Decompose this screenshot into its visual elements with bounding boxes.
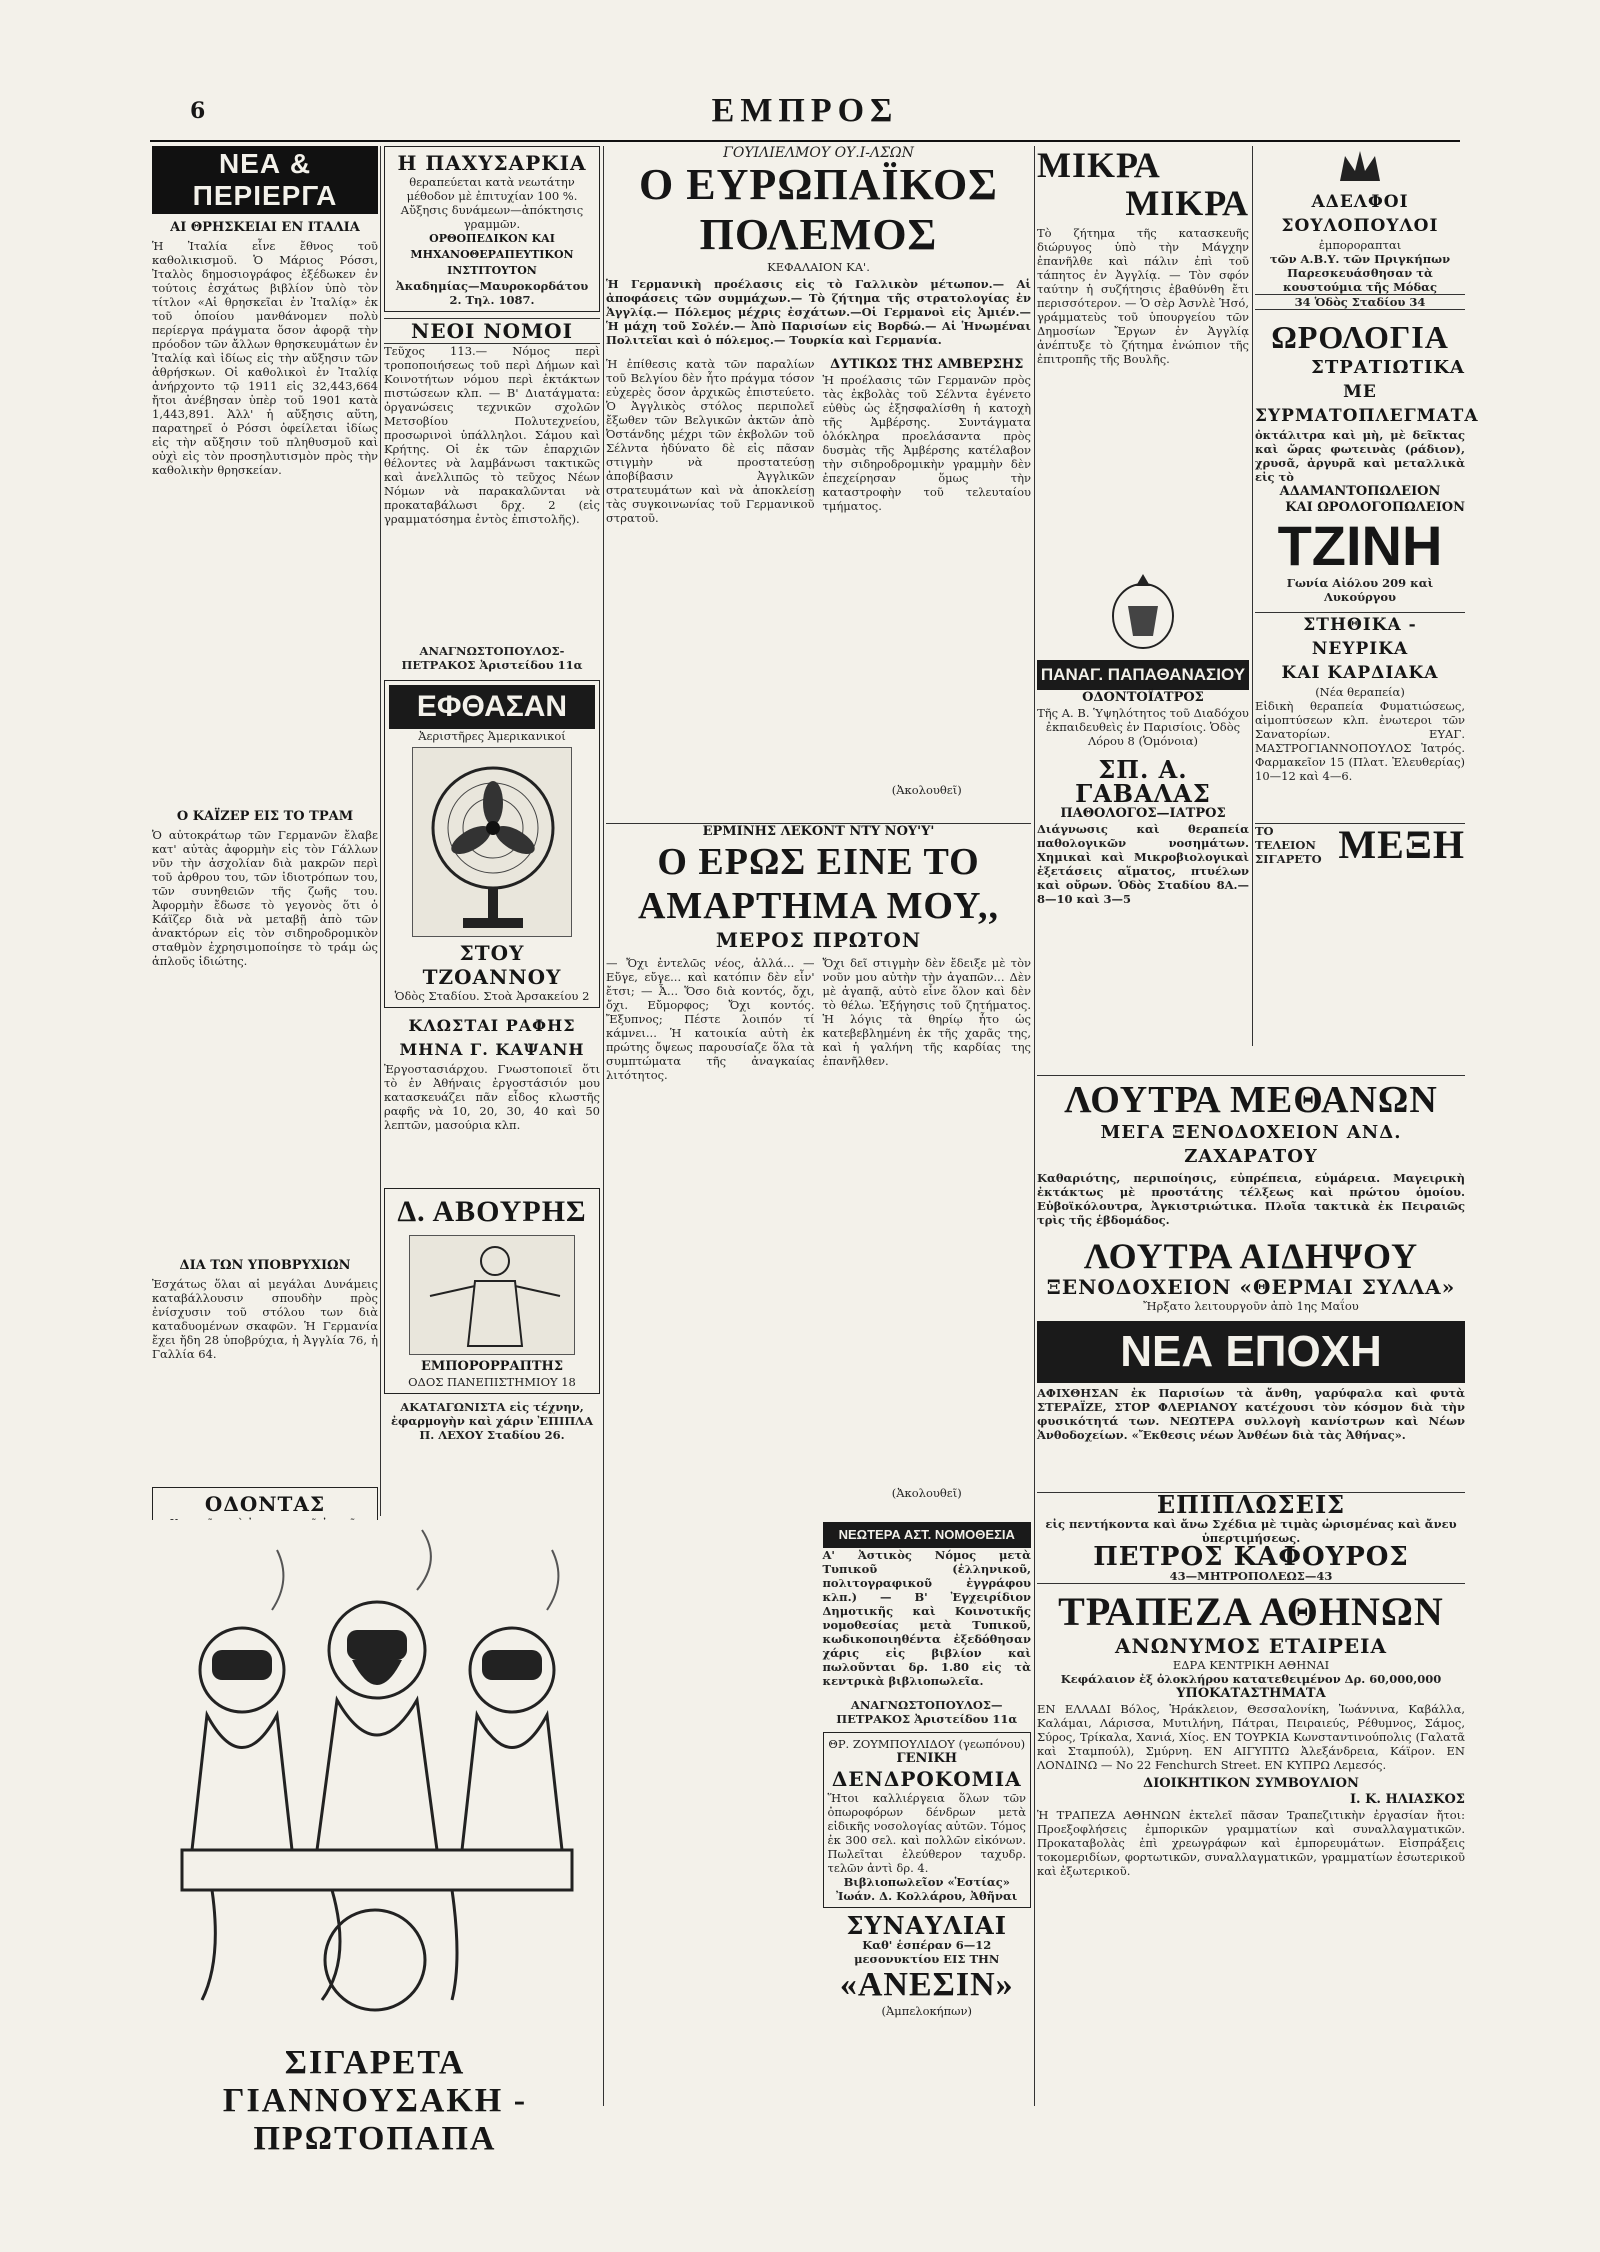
legal-sign: ΑΝΑΓΝΩΣΤΟΠΟΥΛΟΣ—ΠΕΤΡΑΚΟΣ Ἀριστείδου 11α (836, 1698, 1018, 1726)
article-title: Ο ΚΑΪΖΕΡ ΕΙΣ ΤΟ ΤΡΑΜ (176, 809, 354, 824)
section-rule (1037, 1075, 1465, 1076)
lower-feature (606, 1522, 1031, 2018)
watch-text: ὀκτάλιτρα καὶ μὴ, μὲ δεῖκτας καὶ ὥρας φωτεινὰς (ράδιον), χρυσᾶ, ἀργυρᾶ καὶ μεταλλικὰ εἰς τὸ (1255, 428, 1465, 484)
furniture-address: 43—ΜΗΤΡΟΠΟΛΕΩΣ—43 (1037, 1569, 1465, 1584)
ad-text: θεραπεύεται κατὰ νεωτάτην μέθοδον μὲ ἐπιτυχίαν 100 %. Αὔξησις δυνάμεων—ἀπόκτησις γραμμῶν. (400, 175, 584, 231)
novel-part: ΜΕΡΟΣ ΠΡΩΤΟΝ (715, 928, 922, 952)
column-rule (603, 146, 604, 2106)
bath1-text: Καθαριότης, περιποίησις, εὐπρέπεια, εὐμάρεια. Μαγειρικὴ ἐκτάκτως μὲ προστάτης τέλξεως καὶ πρώτου ὁμοίου. Εὐβοϊκόλουτρα, Ἀγκιστριώτικα. Πλοῖα τακτικὰ ἐκ Πειραιῶς τρὶς τῆς ἑβδομάδος. (1037, 1171, 1465, 1227)
cigarette-banner (152, 1520, 598, 2157)
clinic-title: ΣΤΗΘΙΚΑ - ΝΕΥΡΙΚΑ (1303, 615, 1417, 659)
concert-place: «ΑΝΕΣΙΝ» (839, 1966, 1014, 2003)
fan-title: ΕΦΘΑΣΑΝ (389, 685, 595, 729)
novel-section (606, 823, 1031, 1516)
column-feature (606, 146, 1031, 2106)
watch-name: ΤΖΙΝΗ (1277, 514, 1443, 577)
laws-text: Τεῦχος 113.— Νόμος περὶ τροποποιήσεως τοῦ περὶ Δήμων καὶ Κοινοτήτων νόμου περὶ ἐκτάκτων πιστώσεων κλπ. — Β' Διατάγματα: ὀργανώσεις τεχνικῶν σχολῶν Μετσοβίου Πολυτεχνείου, προσωρινοὶ ὑπάλληλοι. Σάμου καὶ Κρήτης. Οἱ ἐκ τῶν ἐπαρχιῶν θέλοντες νὰ λαμβάνωσι τακτικῶς καὶ ἀνελλιπῶς τὸ τεῦχος Νέων Νόμων νὰ παρακαλῶνται νὰ προκαταβάλωσι δρχ. 2 (εἰς γραμματόσημα ἐντὸς ἐπιστολῆς). (384, 344, 600, 526)
abouris-title: Δ. ΑΒΟΥΡΗΣ (397, 1195, 587, 1228)
bath2-note: Ἤρξατο λειτουργοῦν ἀπὸ 1ης Μαΐου (1143, 1299, 1359, 1313)
bath1-subtitle: ΜΕΓΑ ΞΕΝΟΔΟΧΕΙΟΝ ΑΝΔ. ΖΑΧΑΡΑΤΟΥ (1100, 1122, 1402, 1167)
cigarette-ad (1255, 823, 1465, 866)
abouris-ad (384, 1188, 600, 1394)
column-rule (1034, 146, 1035, 2106)
fan-address: Ὁδὸς Σταδίου. Στοὰ Ἀρσακείου 2 (394, 989, 590, 1003)
abouris-address: ΟΔΟΣ ΠΑΝΕΠΙΣΤΗΜΙΟΥ 18 (408, 1375, 576, 1389)
tailor-ad (384, 1014, 600, 1182)
concert-title: ΣΥΝΑΥΛΙΑΙ (846, 1911, 1007, 1940)
watch-shop-2: ΚΑΙ ΩΡΟΛΟΓΟΠΩΛΕΙΟΝ (1285, 500, 1465, 515)
bank-branches-title: ΥΠΟΚΑΤΑΣΤΗΜΑΤΑ (1176, 1686, 1326, 1701)
bank-subtitle: ΑΝΩΝΥΜΟΣ ΕΤΑΙΡΕΙΑ (1115, 1634, 1387, 1658)
cig-text: ΤΟ ΤΕΛΕΙΟΝ ΣΙΓΑΡΕΤΟ (1255, 824, 1322, 866)
cigarette-brand: ΣΙΓΑΡΕΤΑ ΓΙΑΝΝΟΥΣΑΚΗ - ΠΡΩΤΟΠΑΠΑ (222, 2044, 528, 2157)
war-text-left: Ἡ ἐπίθεσις κατὰ τῶν παραλίων τοῦ Βελγίου δὲν ἦτο πράγμα τόσον εὐχερὲς ὅσον ἀρχικῶς ἐπιστεύετο. Ὁ Ἀγγλικὸς στόλος περιπολεῖ ἔξωθεν τῶν Βελγικῶν ἀκτῶν ἀπὸ Ὀστάνδης μέχρι τῶν ἐκβολῶν τοῦ Σέλντα ἠδύνατο δὲ εἰς πᾶσαν στιγμὴν νὰ προστατεύσῃ ἀποβίβασιν Ἀγγλικῶν στρατευμάτων καὶ νὰ ἀποκλείσῃ τὰς συγκοινωνίας τοῦ Γερμανικοῦ στρατοῦ. (606, 357, 815, 525)
novel-byline: ΕΡΜΙΝΗΣ ΛΕΚΟΝΤ ΝΤΥ ΝΟΥ'Υ' (702, 824, 935, 839)
dendro-ad (823, 1732, 1032, 1908)
dentist-text: Τῆς Α. Β. Ὑψηλότητος τοῦ Διαδόχου ἐκπαιδευθεὶς ἐν Παρισίοις. Ὁδὸς Λόρου 8 (Ὁμόνοια) (1037, 706, 1249, 748)
doctor-title: ΠΑΘΟΛΟΓΟΣ—ΙΑΤΡΟΣ (1060, 806, 1226, 821)
tailor-illustration (409, 1235, 575, 1355)
furniture-text: εἰς πεντήκοντα καὶ ἄνω Σχέδια μὲ τιμὰς ὡρισμένας καὶ ἄνευ ὑπερτιμήσεως. (1045, 1517, 1457, 1545)
fan-shop: ΣΤΟΥ ΤΖΟΑΝΝΟΥ (422, 941, 562, 989)
dendro-subtitle: ΓΕΝΙΚΗ (896, 1751, 958, 1766)
furniture-name: ΠΕΤΡΟΣ ΚΑΦΟΥΡΟΣ (1093, 1542, 1409, 1572)
war-subtitle: ΔΥΤΙΚΩΣ ΤΗΣ ΑΜΒΕΡΣΗΣ (830, 357, 1024, 372)
watch-ad (1255, 318, 1479, 604)
right-wide-ads (1037, 1075, 1465, 2110)
novel-right (823, 956, 1032, 1516)
shop-name: ΑΔΕΛΦΟΙ ΣΟΥΛΟΠΟΥΛΟΙ (1281, 192, 1439, 236)
dentist-title: ΟΔΟΝΤΟΪΑΤΡΟΣ (1082, 690, 1204, 705)
doctor-ad (1037, 755, 1249, 906)
fan-subtitle: Ἀεριστῆρες Ἀμερικανικοί (418, 729, 566, 743)
bath1-title: ΛΟΥΤΡΑ ΜΕΘΑΝΩΝ (1064, 1079, 1438, 1121)
article-title: ΑΙ ΘΡΗΣΚΕΙΑΙ ΕΝ ΙΤΑΛΙΑ (170, 220, 360, 235)
obesity-ad (384, 146, 600, 312)
bank-branches: ΕΝ ΕΛΛΑΔΙ Βόλος, Ἡράκλειον, Θεσσαλονίκη, Ἰωάννινα, Καβάλλα, Καλάμαι, Λάρισσα, Μυτιλήνη, Πάτραι, Πειραιεύς, Ρέθυμνος, Σάμος, Σύρος, Τρίκαλα, Χανιά, Χίος. ΕΝ ΤΟΥΡΚΙΑ Κωνσταντινούπολις (Γαλατᾶ καὶ Σταμπούλ), Σμύρνη. ΕΝ ΑΙΓΥΠΤΩ Ἀλεξάνδρεια, Κάϊρον. ΕΝ ΛΟΝΔΙΝΩ — No 22 Fenchurch Street. ΕΝ ΚΥΠΡΩ Λεμεσός. (1037, 1702, 1465, 1772)
article-body: Ἡ Ἰταλία εἶνε ἔθνος τοῦ καθολικισμοῦ. Ὁ Μάριος Ρόσσι, Ἰταλὸς δημοσιογράφος ἐξέδωκεν ἐν τούτοις ἐσχάτως βιβλίον ὑπὸ τὸν τίτλον «Αἱ θρησκεῖαι ἐν Ἰταλίᾳ» ἐκ τοῦ ὁποίου μανθάνομεν πολὺ περίεργα πράγματα ὅσον ἀφορᾷ τὴν πρόοδον τῶν ἄλλων θρησκευμάτων ἐν Ἰταλίᾳ καὶ ἰδίως εἰς τὴν αὔξησιν τῶν ἀθρήσκων. Οἱ καθολικοὶ ἐν Ἰταλίᾳ ἀνήρχοντο τῷ 1911 εἰς 32,443,664 ἤτοι ἀνέβησαν ὑπὲρ τοῦ 1901 κατὰ 1,443,891. Ἀλλ' ἡ αὔξησις αὕτη, παρατηρεῖ ὁ Ρόσσι ὀφείλεται ἰδίως εἰς τὴν αὔξησιν τοῦ πληθυσμοῦ καὶ οὐχὶ εἰς τὸν προσηλυτισμὸν πρὸς τὴν καθολικὴν θρησκείαν. (152, 239, 378, 477)
war-columns (606, 357, 1031, 817)
masthead (150, 90, 1460, 142)
bath2-subtitle: ΞΕΝΟΔΟΧΕΙΟΝ «ΘΕΡΜΑΙ ΣΥΛΛΑ» (1046, 1275, 1456, 1299)
era-title: ΝΕΑ ΕΠΟΧΗ (1037, 1321, 1465, 1383)
shop-ad (1255, 146, 1465, 310)
war-continues: (Ἀκολουθεῖ) (891, 783, 962, 797)
column-small (1037, 146, 1249, 1066)
royal-crest-icon (1098, 566, 1188, 656)
ad-title: ΟΔΟΝΤΑΣ (204, 1492, 326, 1516)
shop-text: τῶν Α.Β.Υ. τῶν Πριγκήπων Παρεσκευάσθησαν τὰ κουστούμια τῆς Μόδας (1269, 252, 1451, 294)
ad-subtitle: ΟΡΘΟΠΕΔΙΚΟΝ ΚΑΙ ΜΗΧΑΝΟΘΕΡΑΠΕΥΤΙΚΟΝ ΙΝΣΤΙΤΟΥΤΟΝ (410, 232, 574, 277)
doctor-name: ΣΠ. Α. ΓΑΒΑΛΑΣ (1075, 755, 1211, 808)
watch-address: Γωνία Αἰόλου 209 καὶ Λυκούργου (1286, 576, 1434, 604)
watch-subtitle-1: ΣΤΡΑΤΙΩΤΙΚΑ (1311, 357, 1465, 378)
fan-illustration (412, 747, 572, 937)
tailor-figure-icon (410, 1236, 580, 1356)
war-right (823, 357, 1032, 817)
dentist-ad (1037, 566, 1249, 748)
clinic-note: (Νέα θεραπεία) (1315, 685, 1405, 699)
tailor-text: Ἐργοστασιάρχου. Γνωστοποιεῖ ὅτι τὸ ἐν Ἀθήναις ἐργοστάσιόν μου κατασκευάζει πᾶν εἶδος κλωστῆς ραφῆς νὰ 10, 20, 30, 40 καὶ 50 λεπτῶν, μασούρια κλπ. (384, 1062, 600, 1132)
article-body: Ὁ αὐτοκράτωρ τῶν Γερμανῶν ἔλαβε κατ' αὐτὰς ἀφορμὴν εἰς τὸν Γάλλων νῦν τὴν ἀσχολίαν διὰ μακρῶν περὶ τοῦ ἀρθρου του, τῶν ἰδιοτρόπων του, τῶν συνηθειῶν τῆς ζωῆς του. Ἀφορμὴν ἔδωσε τὸ γεγονὸς ὅτι ὁ Κάϊζερ διὰ νὰ μεταβῇ ἀπὸ τῶν ἀνακτόρων εἰς τὸν σιδηροδρομικὸν σταθμὸν ἐχρησιμοποίησε τὸ τράμ ὡς ἁπλοῦς ἰδιώτης. (152, 828, 378, 968)
furniture-ad: ΑΚΑΤΑΓΩΝΙΣΤΑ εἰς τέχνην, ἐφαρμογὴν καὶ χάριν ἘΠΙΠΛΑ Π. ΛΕΧΟΥ Σταδίου 26. (390, 1400, 594, 1442)
concert-location: (Ἀμπελοκήπων) (881, 2004, 972, 2018)
crown-icon (1335, 146, 1385, 186)
dendro-shop: Βιβλιοπωλεῖον «Ἑστίας» Ἰωάν. Δ. Κολλάρου, Ἀθῆναι (836, 1875, 1018, 1903)
doctor-text: Διάγνωσις καὶ θεραπεία παθολογικῶν νοσημάτων. Χημικαὶ καὶ Μικροβιολογικαὶ ἐξετάσεις αἵματος, πτυέλων καὶ οὔρων. Ὁδὸς Σταδίου 8Α.—8—10 καὶ 3—5 (1037, 822, 1249, 906)
cig-name: ΜΕΞΗ (1338, 822, 1465, 867)
clinic-ad (1255, 612, 1465, 819)
article-body: Ἐσχάτως ὅλαι αἱ μεγάλαι Δυνάμεις καταβάλλουσιν σπουδὴν πρὸς ἐνίσχυσιν τοῦ στόλου των διὰ καταδυομένων σκαφῶν. Ἡ Γερμανία ἔχει ἤδη 28 ὑποβρύχια, ἡ Ἀγγλία 76, ἡ Γαλλία 64. (152, 1277, 378, 1361)
bank-admin-title: ΔΙΟΙΚΗΤΙΚΟΝ ΣΥΜΒΟΥΛΙΟΝ (1143, 1776, 1359, 1791)
bath2-title: ΛΟΥΤΡΑ ΑΙΔΗΨΟΥ (1083, 1236, 1419, 1276)
watch-title: ΩΡΟΛΟΓΙΑ (1271, 319, 1449, 355)
novel-continues: (Ἀκολουθεῖ) (891, 1486, 962, 1500)
bank-director: Ι. Κ. ΗΛΙΑΣΚΟΣ (1349, 1792, 1465, 1807)
fan-icon (413, 748, 573, 938)
fan-ad (384, 680, 600, 1008)
column-rule (380, 146, 381, 1516)
novel-title: Ο ΕΡΩΣ ΕΙΝΕ ΤΟ ΑΜΑΡΤΗΜΑ ΜΟΥ,, (637, 841, 999, 927)
shop-subtitle: ἐμποροραπται (1318, 238, 1402, 252)
legal-text: Α' Ἀστικὸς Νόμος μετὰ Τυπικοῦ (ἑλληνικοῦ, πολιτογραφικοῦ ἐγγράφου κλπ.) — Β' Ἐγχειρίδιον Δημοτικῆς καὶ Κοινοτικῆς νομοθεσίας μετὰ Τυπικοῦ, κωδικοποιηθέντα ἐξεδόθησαν χάρις εἰς βιβλίον καὶ πωλοῦνται δρ. 1.80 εἰς τὰ κεντρικὰ βιβλιοπωλεῖα. (822, 1548, 1031, 1688)
era-text: ΑΦΙΧΘΗΣΑΝ ἐκ Παρισίων τὰ ἄνθη, γαρύφαλα καὶ φυτὰ ΣΤΕΡΑΪΖΕ, ΣΤΟΡ ΦΛΕΡΙΑΝΟΥ κατέχουσι τὸν κόσμον διὰ τὴν φυσικότητά των. ΝΕΩΤΕΡΑ συλλογὴ κανίστρων καὶ Νέων Ἀνθοδοχείων. «Ἔκθεσις νέων Ἀνθέων διὰ τὰς Ἀθήνας». (1037, 1386, 1465, 1442)
watch-shop-1: ΑΔΑΜΑΝΤΟΠΩΛΕΙΟΝ (1279, 484, 1441, 499)
war-text-right: Ἡ προέλασις τῶν Γερμανῶν πρὸς τὰς ἐκβολὰς τοῦ Σέλντα ἐγένετο εὐθὺς ὡς ἐξησφαλίσθη ἡ κατοχὴ τῆς Ἀμβέρσης. Συντάγματα ὁλόκληρα προελάσαντα πρὸς δυσμὰς τῆς Ἀμβέρσης κατέλαβον τὴν σιδηροδρομικὴν γραμμὴν δὲν ἐπεχείρησαν ὅμως τὴν καταστροφὴν τοῦ τελευταίου τμήματος. (822, 373, 1031, 513)
concert-time: Καθ' ἑσπέραν 6—12 μεσονυκτίου ΕΙΣ ΤΗΝ (854, 1938, 1000, 1966)
column-ads-right (1255, 146, 1479, 1066)
furniture-title: ΕΠΙΠΛΩΣΕΙΣ (1037, 1492, 1465, 1517)
watch-subtitle-2: ΜΕ ΣΥΡΜΑΤΟΠΛΕΓΜΑΤΑ (1255, 382, 1479, 426)
laws-section (384, 318, 600, 672)
column-rule (1252, 146, 1253, 1046)
novel-text-right: Ὄχι δεῖ στιγμὴν δὲν ἔδειξε μὲ τὸν νοῦν μου αὐτὴν τὴν ἀγαπῶν... Δὲν μὲ ἀγαπᾷ, αὐτὸ εἶνε ὅλον καὶ δὲν τὸ θέλω. Ἐξήγησις τοῦ ζητήματος. Ἡ λόγις τὰ θηρίῳ ἦτο ὡς κατεβεβλημένη ἐκ τῆς χαρᾶς της, καὶ ἡ γαλήνη τῆς καρδίας της ἐπανῆλθεν. (822, 956, 1031, 1068)
dendro-title: ΔΕΝΔΡΟΚΟΜΙΑ (831, 1767, 1022, 1791)
tailor-name: ΜΗΝΑ Γ. ΚΑΨΑΝΗ (399, 1040, 585, 1059)
novel-columns (606, 956, 1031, 1516)
war-summary: Ἡ Γερμανικὴ προέλασις εἰς τὸ Γαλλικὸν μέτωπον.— Αἱ ἀποφάσεις τῶν συμμάχων.— Τὸ ζήτημα τῆς στρατολογίας ἐν Ἀγγλίᾳ.— Πόλεμος μέχρις ἐσχάτων.—Οἱ Γερμανοὶ εἰς Ἀμιέν.— Ἡ μάχη τοῦ Σολέν.— Ἀπὸ Παρισίων εἰς Βορδώ.— Αἱ Ἡνωμέναι Πολιτεῖαι καὶ ὁ πόλεμος.— Τουρκία καὶ Γερμανία. (606, 277, 1031, 347)
dendro-text: Ἥτοι καλλιέργεια ὅλων τῶν ὀπωροφόρων δένδρων μετὰ εἰδικῆς νοσολογίας αὐτῶν. Τόμος ἐκ 300 σελ. καὶ πολλῶν εἰκόνων. Πωλεῖται ἐλεύθερον ταχυδρ. τελῶν ἀντὶ δρ. 4. (827, 1791, 1026, 1875)
concert-ad (823, 1911, 1032, 2018)
bank-title: ΤΡΑΠΕΖΑ ΑΘΗΝΩΝ (1058, 1589, 1444, 1634)
clinic-subtitle: ΚΑΙ ΚΑΡΔΙΑΚΑ (1281, 663, 1439, 683)
abouris-subtitle: ΕΜΠΟΡΟΡΡΑΠΤΗΣ (420, 1359, 564, 1374)
section-title: ΝΕΑ & ΠΕΡΙΕΡΓΑ (152, 146, 378, 214)
shop-address: 34 Ὁδὸς Σταδίου 34 (1255, 294, 1465, 310)
dentist-name: ΠΑΝΑΓ. ΠΑΠΑΘΑΝΑΣΙΟΥ (1037, 660, 1249, 690)
laws-title: ΝΕΟΙ ΝΟΜΟΙ (384, 318, 600, 344)
article-title: ΔΙΑ ΤΩΝ ΥΠΟΒΡΥΧΙΩΝ (179, 1258, 351, 1273)
legal-title: ΝΕΩΤΕΡΑ ΑΣΤ. ΝΟΜΟΘΕΣΙΑ (823, 1522, 1032, 1548)
page-number: 6 (190, 98, 206, 124)
war-chapter: ΚΕΦΑΛΑΙΟΝ ΚΑ'. (767, 260, 870, 274)
tailor-title: ΚΛΩΣΤΑΙ ΡΑΦΗΣ (408, 1016, 576, 1035)
legal-spacer (606, 1522, 815, 2018)
novel-text-left: — Ὄχι ἐντελῶς νέος, ἀλλά... — Εὔγε, εὔγε... καὶ κατόπιν δὲν εἶν' ἔτσι; — Ἆ... Ὅσο διὰ κοντός, ὄχι, ὄχι. Εὔμορφος; Ὄχι κοντός. Ἔξυπνος; Πέστε λοιπόν τί κάμνει... Ἡ κατοικία αὐτὴ ἐκ πρώτης ὄψεως παρουσίαζε ὅλα τὰ συμπτώματα τῆς ἀναγκαίας λιτότητος. (606, 956, 815, 1082)
ad-address: Ἀκαδημίας—Μαυροκορδάτου 2. Τηλ. 1087. (395, 279, 589, 307)
ad-title: Η ΠΑΧΥΣΑΡΚΙΑ (397, 151, 587, 175)
war-title: Ο ΕΥΡΩΠΑΪΚΟΣ ΠΟΛΕΜΟΣ (639, 160, 998, 259)
small-title: ΜΙΚΡΑ (1037, 145, 1161, 185)
laws-sign: ΑΝΑΓΝΩΣΤΟΠΟΥΛΟΣ-ΠΕΤΡΑΚΟΣ Ἀριστείδου 11α (401, 644, 583, 672)
bank-seat: ΕΔΡΑ ΚΕΝΤΡΙΚΗ ΑΘΗΝΑΙ (1172, 1658, 1330, 1672)
bank-capital: Κεφάλαιον ἐξ ὁλοκλήρου κατατεθειμένον Δρ. 60,000,000 (1060, 1672, 1442, 1686)
smoking-figures-illustration (152, 1520, 598, 2040)
bank-text: Ἡ ΤΡΑΠΕΖΑ ΑΘΗΝΩΝ ἐκτελεῖ πᾶσαν Τραπεζιτικὴν ἐργασίαν ἤτοι: Προεξοφλήσεις ἐμπορικῶν γραμματίων καὶ συναλλαγματικῶν. Προκαταβολὰς ἐπὶ χρεωγράφων καὶ ἐμπορευμάτων. Εἰσπράξεις τοκομεριδίων, φορτωτικῶν, συναλλαγματικῶν, γραμματίων ἐσωτερικοῦ καὶ ἐξωτερικοῦ. (1037, 1808, 1465, 1878)
clinic-text: Εἰδικὴ θεραπεία Φυματιώσεως, αἱμοπτύσεων κλπ. ἐνωτεροι τῶν Σανατορίων. ΕΥΑΓ. ΜΑΣΤΡΟΓΙΑΝΝΟΠΟΥΛΟΣ Ἰατρός. Φαρμακεῖον 15 (Πλατ. Ἐλευθερίας) 10—12 καὶ 4—6. (1255, 699, 1465, 783)
legal-section (823, 1522, 1032, 2018)
small-title-2: ΜΙΚΡΑ (1125, 183, 1249, 223)
small-text: Τὸ ζήτημα τῆς κατασκευῆς διώρυγος ὑπὸ τὴν Μάγχην ἐπανῆλθε καὶ πάλιν ἐπὶ τοῦ τάπητος ἐν Ἀγγλίᾳ. — Τὸν σφόν ταύτην ἡ συζήτησις ἐβαθύνθη ἔτι περισσότερον. — Ὁ σὲρ Ἀσνλὲ Ἡσό, γράμματεὺς τοῦ ὑπουργείου τῶν Δημοσίων Ἔργων ἐν Ἀγγλίᾳ ἀνέπτυξε τὸ ζήτημα ἐνώπιον τῆς ἐπιτροπῆς τῆς Βουλῆς. (1037, 226, 1249, 366)
dendro-name: ΘΡ. ΖΟΥΜΠΟΥΛΙΔΟΥ (γεωπόνου) (828, 1737, 1026, 1751)
paper-title: ΕΜΠΡΟΣ (711, 92, 899, 129)
article-byline: ΓΟΥΙΛΙΕΛΜΟΥ ΟΥ.Ι-ΛΣΩΝ (723, 145, 914, 161)
